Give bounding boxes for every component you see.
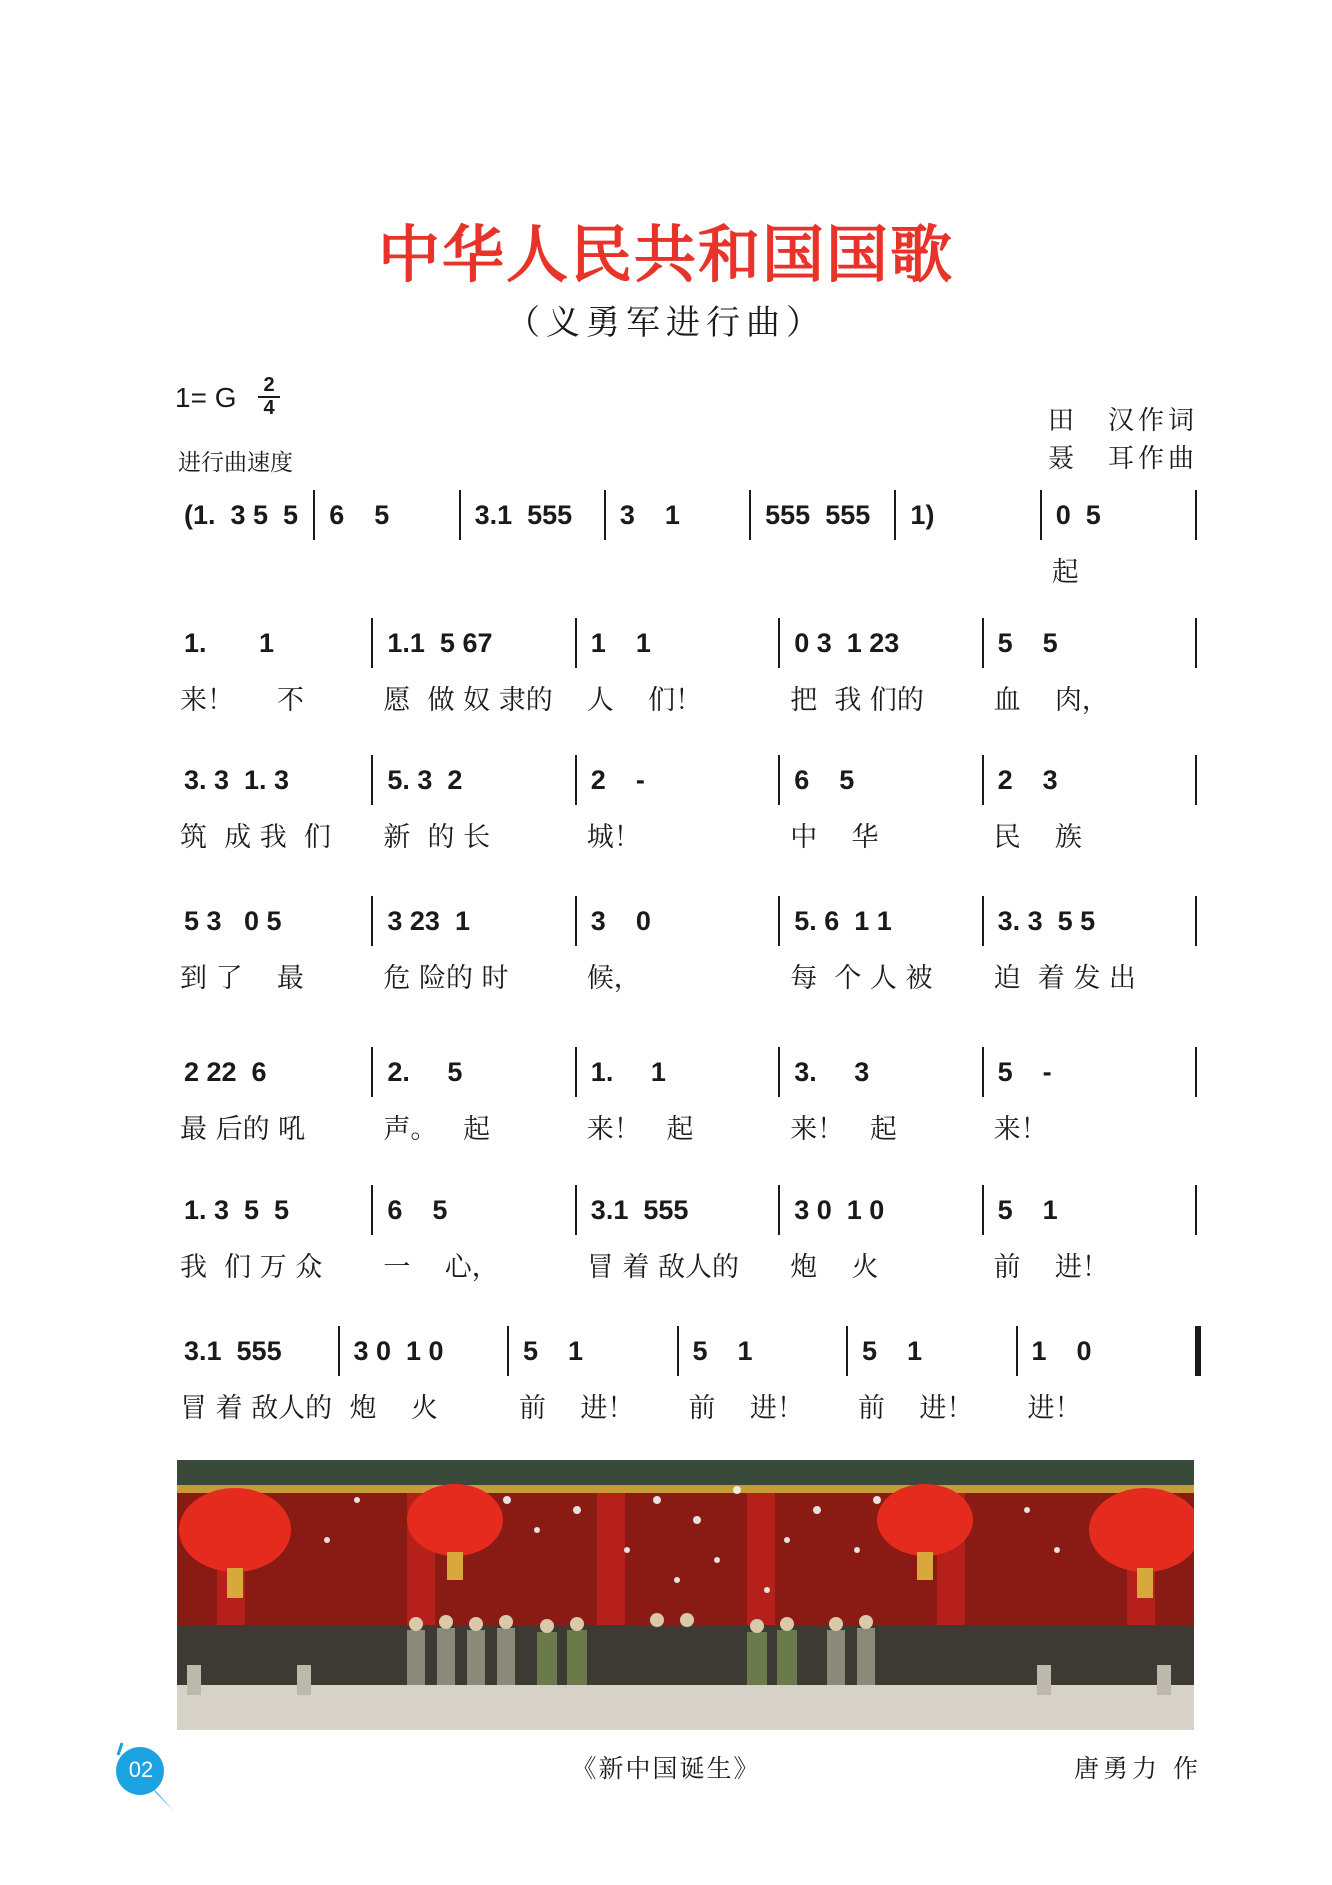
- measure-lyrics: 每 个 人 被: [790, 963, 933, 994]
- page-subtitle: （义勇军进行曲）: [506, 303, 826, 343]
- measure-notes: 5 1: [523, 1336, 584, 1366]
- bar-line: [507, 1326, 509, 1376]
- measure-lyrics: 来！: [993, 1114, 1048, 1145]
- tempo-marking: 进行曲速度: [178, 450, 293, 476]
- measure-lyrics: 来！ 不: [180, 685, 304, 716]
- bar-line: [1016, 1326, 1018, 1376]
- measure-notes: 1. 1: [590, 1057, 666, 1087]
- bar-line: [846, 1326, 848, 1376]
- painting-image: [177, 1460, 1194, 1730]
- bar-line: [371, 618, 373, 668]
- painting-illustration: [177, 1460, 1194, 1730]
- measure-notes: 3 0: [590, 906, 651, 936]
- measure-notes: 5 1: [862, 1336, 923, 1366]
- measure-notes: 1): [910, 500, 935, 530]
- measure-lyrics: 冒 着 敌人的: [586, 1252, 739, 1283]
- measure-notes: 3 0 1 0: [794, 1195, 885, 1225]
- measure-lyrics: 一 心，: [383, 1252, 499, 1283]
- measure-lyrics: 炮 火: [349, 1393, 438, 1424]
- measure-notes: 5. 6 1 1: [794, 906, 892, 936]
- page-number: 02: [128, 1757, 154, 1782]
- measure-notes: 0 5: [1055, 500, 1101, 530]
- measure-notes: 2 3: [997, 765, 1058, 795]
- measure-lyrics: 起: [1051, 557, 1079, 588]
- painting-caption: 《新中国诞生》: [571, 1754, 761, 1783]
- measure-notes: 3.1 555: [184, 1336, 282, 1366]
- measure-lyrics: 前 进！: [519, 1393, 635, 1424]
- bar-line: [778, 755, 780, 805]
- measure-lyrics: 候，: [586, 963, 641, 994]
- measure-lyrics: 声。 起: [383, 1114, 491, 1145]
- measure-lyrics: 新 的 长: [383, 822, 491, 853]
- bar-line: [604, 490, 606, 540]
- measure-notes: 555 555: [765, 500, 871, 530]
- bar-line: [982, 755, 984, 805]
- bar-line: [371, 1047, 373, 1097]
- measure-notes: (1. 3 5 5: [184, 500, 299, 530]
- measure-lyrics: 迫 着 发 出: [993, 963, 1136, 994]
- bar-line: [1195, 618, 1197, 668]
- bar-line: [778, 1047, 780, 1097]
- bar-line: [1195, 1047, 1197, 1097]
- bar-line: [1195, 755, 1197, 805]
- measure-lyrics: 危 险的 时: [383, 963, 509, 994]
- bar-line: [982, 618, 984, 668]
- bar-line: [371, 1185, 373, 1235]
- page-title: 中华人民共和国国歌: [377, 218, 954, 291]
- measure-notes: 3.1 555: [590, 1195, 689, 1225]
- measure-lyrics: 血 肉，: [993, 685, 1109, 716]
- measure-notes: 1.1 5 67: [387, 628, 493, 658]
- measure-notes: 2 22 6: [184, 1057, 267, 1087]
- measure-notes: 5 5: [997, 628, 1058, 658]
- measure-notes: 3.1 555: [474, 500, 573, 530]
- key-signature: 1= G: [175, 382, 237, 413]
- measure-lyrics: 把 我 们的: [790, 685, 924, 716]
- bar-line: [371, 755, 373, 805]
- time-signature-top: 2: [263, 374, 275, 396]
- measure-lyrics: 前 进！: [688, 1393, 804, 1424]
- bar-line: [575, 1047, 577, 1097]
- measure-notes: 3 1: [619, 500, 680, 530]
- measure-lyrics: 筑 成 我 们: [180, 822, 331, 853]
- bar-line: [778, 618, 780, 668]
- measure-notes: 5. 3 2: [387, 765, 463, 795]
- lyricist-credit: 田 汉作词: [1048, 406, 1199, 436]
- composer-credit: 聂 耳作曲: [1048, 444, 1199, 474]
- measure-notes: 3. 3: [794, 1057, 870, 1087]
- bar-line: [894, 490, 896, 540]
- measure-lyrics: 愿 做 奴 隶的: [383, 685, 553, 716]
- measure-notes: 1. 1: [184, 628, 275, 658]
- time-signature: [258, 375, 280, 419]
- bar-line: [1040, 490, 1042, 540]
- bar-line: [371, 896, 373, 946]
- measure-lyrics: 来！ 起: [790, 1114, 897, 1145]
- painting-artist: 唐勇力 作: [1074, 1754, 1202, 1783]
- measure-notes: 1 1: [590, 628, 651, 658]
- bar-line: [313, 490, 315, 540]
- measure-notes: 5 1: [997, 1195, 1058, 1225]
- bar-line: [575, 755, 577, 805]
- time-signature-bottom: 4: [258, 396, 280, 419]
- measure-notes: 1. 3 5 5: [184, 1195, 290, 1225]
- bar-line: [1195, 896, 1197, 946]
- measure-lyrics: 最 后的 吼: [180, 1114, 306, 1145]
- bar-line: [778, 1185, 780, 1235]
- bar-line: [338, 1326, 340, 1376]
- measure-notes: 0 3 1 23: [794, 628, 900, 658]
- measure-notes: 3 23 1: [387, 906, 470, 936]
- measure-lyrics: 进！: [1027, 1393, 1082, 1424]
- measure-notes: 3. 3 1. 3: [184, 765, 290, 795]
- measure-lyrics: 人 们！: [586, 685, 703, 716]
- page-number-badge: [112, 1735, 178, 1815]
- measure-notes: 5 -: [997, 1057, 1052, 1087]
- bar-line: [982, 1185, 984, 1235]
- bar-line: [1195, 1185, 1197, 1235]
- measure-lyrics: 冒 着 敌人的: [180, 1393, 333, 1424]
- bar-line: [982, 896, 984, 946]
- measure-lyrics: 到 了 最: [180, 963, 304, 994]
- bar-line: [778, 896, 780, 946]
- measure-notes: 2 -: [590, 765, 645, 795]
- bar-line: [575, 896, 577, 946]
- bar-line: [575, 618, 577, 668]
- measure-lyrics: 前 进！: [858, 1393, 974, 1424]
- measure-notes: 5 1: [692, 1336, 753, 1366]
- measure-lyrics: 炮 火: [790, 1252, 879, 1283]
- bar-line: [677, 1326, 679, 1376]
- measure-lyrics: 中 华: [790, 822, 879, 853]
- measure-notes: 3 0 1 0: [353, 1336, 444, 1366]
- measure-lyrics: 民 族: [993, 822, 1082, 853]
- measure-notes: 3. 3 5 5: [997, 906, 1096, 936]
- measure-notes: 6 5: [794, 765, 855, 795]
- bar-line: [982, 1047, 984, 1097]
- bar-line: [1195, 490, 1197, 540]
- measure-lyrics: 我 们 万 众: [180, 1252, 323, 1283]
- measure-lyrics: 来！ 起: [586, 1114, 694, 1145]
- bar-line: [749, 490, 751, 540]
- bar-line: [575, 1185, 577, 1235]
- measure-notes: 1 0: [1031, 1336, 1092, 1366]
- measure-lyrics: 城！: [586, 822, 641, 853]
- measure-notes: 6 5: [387, 1195, 448, 1225]
- bar-line: [459, 490, 461, 540]
- measure-notes: 5 3 0 5: [184, 906, 282, 936]
- measure-notes: 6 5: [329, 500, 390, 530]
- measure-lyrics: 前 进！: [993, 1252, 1109, 1283]
- measure-notes: 2. 5: [387, 1057, 463, 1087]
- final-bar-line: [1195, 1326, 1201, 1376]
